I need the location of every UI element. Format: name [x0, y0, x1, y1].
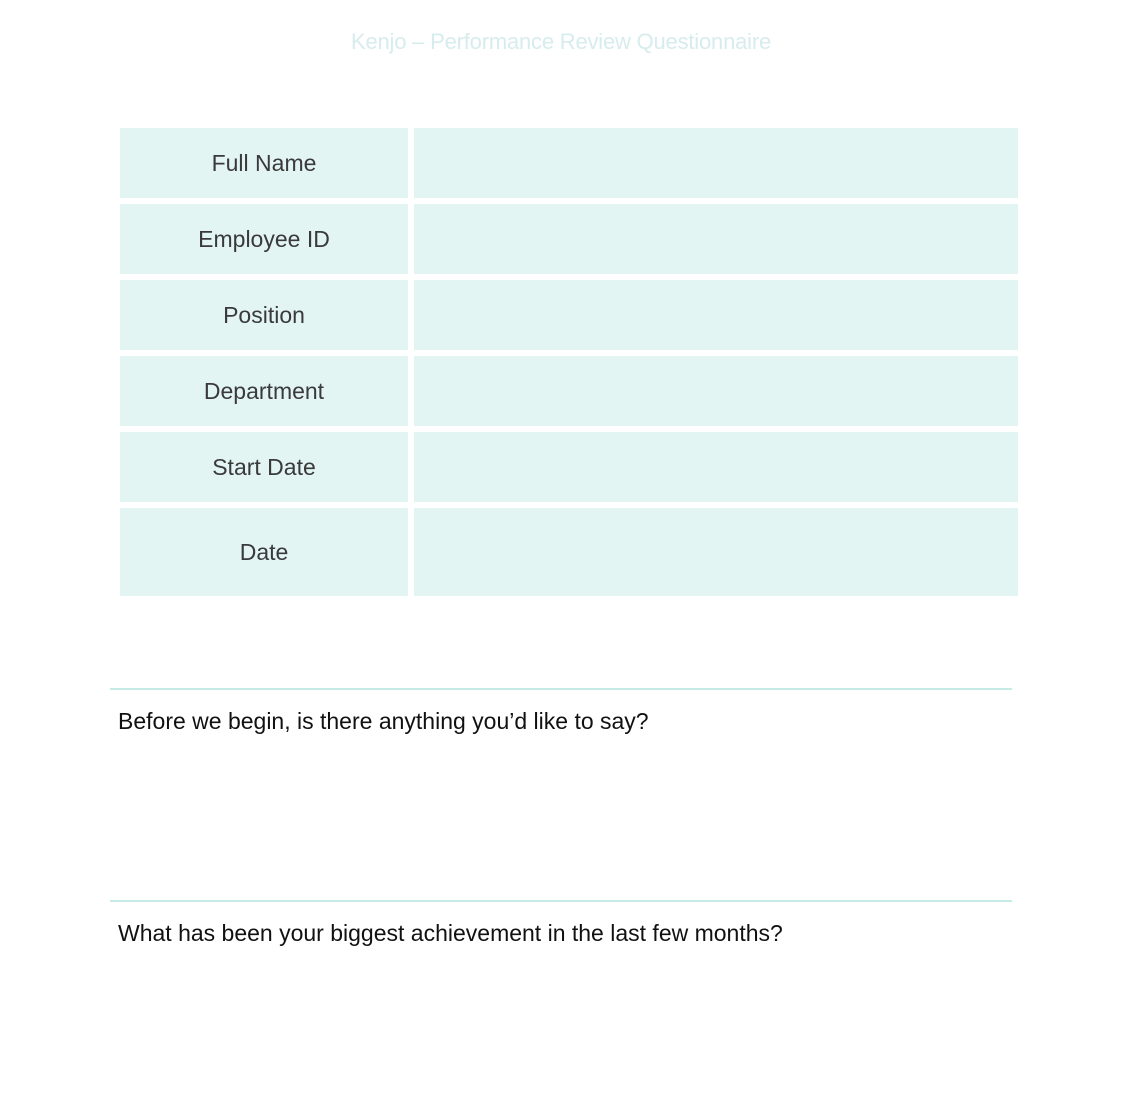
question-block-achievement [110, 900, 1012, 1097]
answer-area[interactable] [110, 947, 1012, 1097]
start-date-label: Start Date [120, 432, 408, 502]
question-text: Before we begin, is there anything you’d like to say? [118, 708, 649, 734]
full-name-label: Full Name [120, 128, 408, 198]
table-row-position [120, 280, 1018, 350]
date-field[interactable] [414, 508, 1018, 596]
section-divider [110, 900, 1012, 902]
department-label: Department [120, 356, 408, 426]
employee-info-table [120, 128, 1018, 602]
question-text: What has been your biggest achievement in the last few months? [118, 920, 783, 946]
question-block-opening [110, 688, 1012, 885]
date-label: Date [120, 508, 408, 596]
full-name-field[interactable] [414, 128, 1018, 198]
answer-area[interactable] [110, 735, 1012, 885]
table-row-date [120, 508, 1018, 596]
department-field[interactable] [414, 356, 1018, 426]
start-date-field[interactable] [414, 432, 1018, 502]
employee-id-label: Employee ID [120, 204, 408, 274]
table-row-employee-id [120, 204, 1018, 274]
document-title: Kenjo – Performance Review Questionnaire [350, 29, 771, 54]
employee-id-field[interactable] [414, 204, 1018, 274]
section-divider [110, 688, 1012, 690]
table-row-full-name [120, 128, 1018, 198]
position-field[interactable] [414, 280, 1018, 350]
position-label: Position [120, 280, 408, 350]
table-row-department [120, 356, 1018, 426]
table-row-start-date [120, 432, 1018, 502]
